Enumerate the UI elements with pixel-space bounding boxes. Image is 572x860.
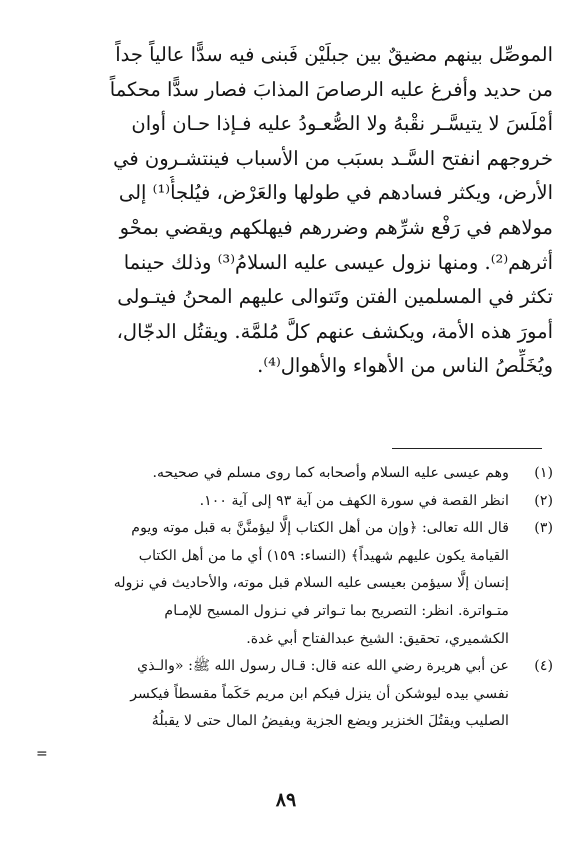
text-line: من حديد وأفرغ عليه الرصاصَ المذابَ فصار سدًّا محكماً — [109, 77, 553, 101]
text-line: مولاهم في رَفْع شرِّهم وضررهم فيهلكهم ويقضي بمحْو — [119, 215, 553, 239]
text-line: تكثر في المسلمين الفتن وتَتوالى عليهم المحنُ فيتـولى — [117, 285, 553, 309]
footnote-line: القيامة يكون عليهم شهيداً﴾ (النساء: ١٥٩) أي ما من أهل الكتاب — [138, 547, 509, 564]
footnote-3 — [30, 515, 553, 653]
footnote-4 — [30, 653, 553, 736]
footnote-number: (٣) — [534, 520, 553, 537]
footnote-line: الكشميري، تحقيق: الشيخ عبدالفتاح أبي غدة. — [246, 630, 509, 647]
footnotes — [30, 460, 553, 736]
text-line: أمورَ هذه الأمة، ويكشف عنهم كلَّ مُلمَّة. ويقتُل الدجّال، — [116, 319, 553, 343]
footnote-number: (١) — [534, 465, 553, 481]
text-line: ويُخَلِّصُ الناس من الأهواء والأهوال⁽⁴⁾. — [257, 354, 553, 378]
footnote-line: وهم عيسى عليه السلام وأصحابه كما روى مسلم في صحيحه. — [152, 465, 509, 481]
footnote-line: إنسان إلَّا سيؤمن بعيسى عليه السلام قبل موته، والأحاديث في نزوله — [113, 575, 509, 592]
footnote-number: (٢) — [534, 492, 553, 509]
footnote-line: عن أبي هريرة رضي الله عنه قال: قـال رسول الله ﷺ: «والـذي — [137, 658, 509, 675]
footnote-line: الصليب ويقتُلَ الخنزير ويضع الجزية ويفيضُ المال حتى لا يقبلُهُ — [151, 713, 509, 730]
text-line: الموصِّل بينهم مضيقٌ بين جبلَيْن فَبنى فيه سدًّا عالياً جداً — [115, 43, 553, 66]
footnote-1 — [30, 460, 553, 488]
continuation-mark: = — [36, 746, 47, 762]
footnote-line: قال الله تعالى: ﴿وإن من أهل الكتاب إلَّا ليؤمنَّنَّ به قبل موته ويوم — [131, 520, 509, 537]
footnote-2 — [30, 488, 553, 516]
footnote-separator — [392, 448, 542, 449]
footnote-line: نفسي بيده ليوشكن أن ينزل فيكم ابن مريم حَكَماً مقسطاً فيكسر — [130, 685, 509, 702]
page-number: ٨٩ — [275, 789, 297, 811]
footnote-line: انظر القصة في سورة الكهف من آية ٩٣ إلى آية ١٠٠. — [199, 492, 509, 509]
footnote-line: متـواترة. انظر: التصريح بما تـواتر في نـزول المسيح للإمـام — [164, 602, 509, 619]
text-line: الأرض، ويكثر فسادهم في طولها والعَرْض، فيُلجأُ⁽¹⁾ إلى — [118, 181, 553, 205]
text-line: أمْلَسَ لا يتيسَّـر نقْبهُ ولا الصُّعـودُ عليه فـإذا حـان أوان — [131, 112, 553, 136]
text-line: أثرهم⁽²⁾. ومنها نزول عيسى عليه السلامُ⁽³⁾ وذلك حينما — [123, 250, 553, 274]
text-line: خروجهم انفتح السَّـد بسبَب من الأسباب فينتشـرون في — [113, 146, 553, 170]
main-text — [30, 38, 553, 384]
footnote-number: (٤) — [534, 658, 553, 675]
